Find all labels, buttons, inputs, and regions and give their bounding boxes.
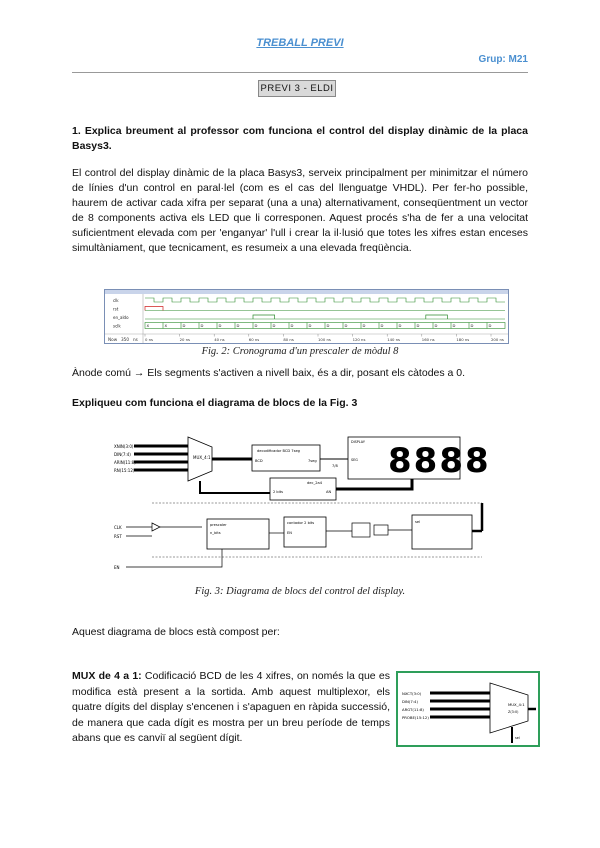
counter-en-label: EN bbox=[287, 531, 292, 535]
gate-b bbox=[374, 525, 388, 535]
time-tick-label: 100 ns bbox=[318, 337, 331, 342]
counter-label: contador 2 bits bbox=[287, 521, 315, 525]
select-register-label: sel bbox=[415, 520, 421, 524]
mux-section-label: MUX de 4 a 1: bbox=[72, 670, 142, 682]
bus-value: D bbox=[398, 323, 402, 329]
group-label: Grup: M21 bbox=[478, 54, 528, 65]
decoder-label: decodificador BCD 7seg bbox=[257, 449, 300, 453]
gate-cluster bbox=[352, 523, 412, 537]
select-bus bbox=[200, 481, 270, 493]
time-tick-label: 60 ns bbox=[248, 337, 260, 342]
en-wire bbox=[126, 549, 222, 567]
mux-input-3-label: RN(15:12) bbox=[114, 468, 135, 473]
mux-fig-in0: NXCT(3:0) bbox=[402, 691, 422, 696]
bus-value: D bbox=[362, 323, 366, 329]
clock-wires bbox=[126, 523, 202, 536]
prescaler-sub-label: n_bits bbox=[210, 531, 221, 535]
anode-decoder-out-label: AN bbox=[326, 490, 332, 494]
composition-intro: Aquest diagrama de blocs està compost per: bbox=[72, 626, 280, 638]
bus-value: D bbox=[470, 323, 474, 329]
cursor-value: 350 bbox=[121, 337, 129, 342]
block-diagram bbox=[112, 431, 490, 579]
bus-value: X bbox=[164, 323, 168, 329]
cursor-unit: ns bbox=[133, 337, 138, 342]
seven-seg-display: 8888 bbox=[388, 441, 490, 481]
bus-value: D bbox=[272, 323, 276, 329]
time-tick-label: 160 ns bbox=[421, 337, 435, 342]
signal-pulse-en_aldo bbox=[253, 315, 275, 319]
signal-name-sclk: sclk bbox=[113, 323, 121, 329]
header-divider bbox=[72, 72, 528, 73]
question-1-body: El control del display dinàmic de la placa Basys3, serveix principalment per minimitzar el número de línies d'un control en paral·lel (com es el cas del llenguatge VHDL). Per fer-ho possible, haurem de activar cada xifra per separat (una a una) alternativament, conseqüentment un vector de 8 components activa els LED que li corresponen. Aquest procés s'ha de fer a una velocitat suficientment elevada com per 'enganyar' l'ull i crear la il·lusió que totes les xifres estan enceses simultàniament, que tecnicament, es resumeix a una elevada freqüència. bbox=[72, 167, 528, 254]
en-label: EN bbox=[114, 565, 120, 570]
time-tick-label: 20 ns bbox=[179, 337, 191, 342]
mux-input-2-label: ARIN(11:8) bbox=[114, 460, 136, 465]
display-label: DISPLAY bbox=[351, 440, 365, 444]
anode-decoder-block bbox=[270, 478, 336, 500]
clk-label: CLK bbox=[114, 525, 122, 530]
question-1-heading: 1. Explica breument al professor com funciona el control del display dinàmic de la placa Basys3. bbox=[72, 125, 528, 152]
block-diagram-svg bbox=[112, 431, 490, 579]
decoder-out-label: 7seg bbox=[308, 459, 317, 463]
mux-figure bbox=[396, 671, 540, 747]
mux-label: MUX_4:1 bbox=[193, 455, 211, 460]
mux-fig-in2: ARGT(11:8) bbox=[402, 707, 424, 712]
gate-a bbox=[352, 523, 370, 537]
time-tick-label: 200 ns bbox=[491, 337, 504, 342]
signal-names bbox=[113, 298, 129, 329]
waveform-toolbar bbox=[105, 290, 508, 294]
bus-value: D bbox=[416, 323, 420, 329]
clk-wave bbox=[145, 298, 505, 302]
bus-value: D bbox=[326, 323, 330, 329]
cursor-label: Now bbox=[108, 337, 118, 342]
mux-section bbox=[72, 669, 390, 747]
bus-value: D bbox=[488, 323, 492, 329]
time-tick-label: 80 ns bbox=[283, 337, 294, 342]
bus-values bbox=[147, 323, 492, 328]
anode-decoder-in-label: 2 bits bbox=[273, 490, 283, 494]
time-axis bbox=[145, 334, 504, 342]
figure-2-caption: Fig. 2: Cronograma d'un prescaler de mòdul 8 bbox=[201, 346, 399, 357]
section-title: PREVI 3 - ELDI bbox=[258, 80, 336, 97]
decoder-in-label: BCD bbox=[255, 459, 263, 463]
bus-value: D bbox=[290, 323, 294, 329]
mux-section-text: Codificació BCD de les 4 xifres, on només la que es modifica està present a la sortida. Amb aquest multiplexor, els quatre dígits del display s'encenen i s'apaguen en ràpida successió, de manera que cada dígit es mostra per un breu període de temps abans que es canviï al següent dígit. bbox=[72, 670, 390, 744]
bus-value: D bbox=[434, 323, 438, 329]
segment-bus-label: 7/8 bbox=[332, 464, 338, 468]
time-tick-label: 40 ns bbox=[214, 337, 225, 342]
waveform-svg bbox=[105, 290, 508, 343]
document-title: TREBALL PREVI bbox=[256, 37, 344, 49]
anode-note: Ànode comú → Els segments s'activen a nivell baix, és a dir, posant els càtodes a 0. bbox=[72, 367, 466, 379]
mux-fig-input-buses bbox=[430, 693, 490, 717]
bus-value: D bbox=[308, 323, 312, 329]
bus-value: D bbox=[254, 323, 258, 329]
bus-value: D bbox=[182, 323, 186, 329]
time-tick-label: 180 ns bbox=[456, 337, 470, 342]
mux-input-0-label: XNIN(3:0) bbox=[114, 444, 134, 449]
clk-buffer bbox=[152, 523, 160, 531]
bus-value: D bbox=[218, 323, 222, 329]
select-register-block bbox=[412, 515, 472, 549]
mux-figure-svg bbox=[398, 673, 538, 745]
figure-3-caption: Fig. 3: Diagrama de blocs del control del display. bbox=[194, 586, 406, 597]
signal-name-clk: clk bbox=[113, 298, 119, 303]
bus-value: D bbox=[452, 323, 456, 329]
bus-value: D bbox=[200, 323, 204, 329]
anode-decoder-label: dec_2a4 bbox=[307, 481, 323, 485]
time-tick-label: 140 ns bbox=[387, 337, 401, 342]
signal-pulse-rst bbox=[145, 307, 163, 311]
mux-fig-block bbox=[490, 683, 528, 733]
bus-value: D bbox=[236, 323, 240, 329]
mux-fig-out: Z(3:0) bbox=[508, 710, 519, 714]
rst-label: RST bbox=[114, 534, 122, 539]
mux-fig-in1: DIN(7:4) bbox=[402, 699, 418, 704]
waveform-figure bbox=[104, 289, 509, 344]
bus-value: D bbox=[344, 323, 348, 329]
question-2-heading: Expliqueu com funciona el diagrama de blocs de la Fig. 3 bbox=[72, 397, 358, 409]
signal-pulse-en_aldo bbox=[426, 315, 448, 319]
time-tick-label: 0 ns bbox=[145, 337, 154, 342]
prescaler-label: prescaler bbox=[210, 523, 227, 527]
bus-value: D bbox=[380, 323, 384, 329]
mux-input-buses bbox=[134, 446, 188, 470]
display-in-label: SEG bbox=[351, 458, 358, 462]
mux-fig-in3: PROBE(15:12) bbox=[402, 715, 429, 720]
mux-fig-sel-label: sel bbox=[515, 736, 520, 740]
signal-waves bbox=[145, 298, 505, 329]
bus-value: X bbox=[146, 323, 150, 329]
mux-input-1-label: DIN(7:4) bbox=[114, 452, 131, 457]
signal-name-rst: rst bbox=[113, 306, 119, 312]
signal-name-en_aldo: en_aldo bbox=[113, 315, 129, 320]
time-tick-label: 120 ns bbox=[352, 337, 366, 342]
mux-fig-label: MUX_4:1 bbox=[508, 702, 525, 707]
